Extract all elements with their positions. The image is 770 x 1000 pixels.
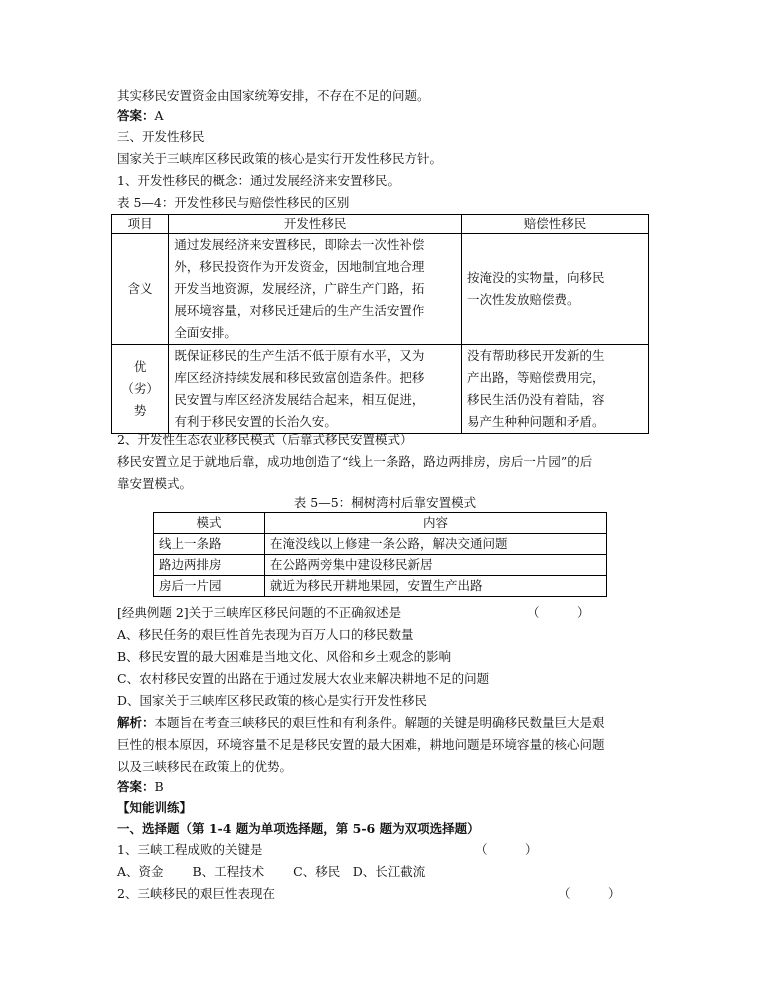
cell-line: 既保证移民的生产生活不低于原有水平，又为	[174, 348, 425, 363]
table-cell: 在公路两旁集中建设移民新居	[265, 555, 607, 576]
cell-line: 没有帮助移民开发新的生	[466, 348, 605, 363]
table-row	[112, 345, 649, 434]
table-header-cell: 项目	[112, 215, 169, 234]
option-c: C、农村移民安置的出路在于通过发展大农业来解决耕地不足的问题	[117, 671, 490, 686]
section-heading: 一、选择题（第 1-4 题为单项选择题，第 5-6 题为双项选择题）	[117, 821, 480, 836]
option-d: D、国家关于三峡库区移民政策的核心是实行开发性移民	[117, 693, 428, 708]
table-cell-dev	[169, 345, 462, 434]
mode-table	[153, 512, 607, 597]
table-cell-dev	[169, 234, 462, 345]
cell-line: 按淹没的实物量，向移民	[466, 270, 605, 285]
analysis-line: 以及三峡移民在政策上的优势。	[117, 759, 293, 774]
table-row	[154, 576, 607, 597]
answer-paren: （ ）	[475, 842, 538, 857]
cell-line: 优	[133, 359, 147, 374]
cell-line: 势	[133, 403, 147, 418]
text-line: 国家关于三峡库区移民政策的核心是实行开发性移民方针。	[117, 151, 443, 166]
table-cell-comp	[461, 345, 648, 434]
cell-line: 民安置与库区经济发展结合起来，相互促进，	[174, 392, 425, 407]
question-stem: 2、三峡移民的艰巨性表现在	[117, 886, 275, 901]
question-stem: 1、三峡工程成败的关键是	[117, 842, 263, 857]
cell-line: （劣）	[121, 381, 159, 396]
table-row	[154, 555, 607, 576]
answer-paren: （ ）	[558, 886, 621, 901]
table-cell: 就近为移民开耕地果园，安置生产出路	[265, 576, 607, 597]
question-stem: [经典例题 2]关于三峡库区移民问题的不正确叙述是	[117, 605, 402, 620]
question-options: A、资金 B、工程技术 C、移民 D、长江截流	[117, 864, 426, 879]
cell-line: 全面安排。	[174, 325, 237, 340]
section-heading: 三、开发性移民	[117, 129, 205, 144]
option-a: A、移民任务的艰巨性首先表现为百万人口的移民数量	[117, 627, 414, 642]
table-caption: 表 5—4：开发性移民与赔偿性移民的区别	[117, 195, 350, 210]
cell-line: 移民生活仍没有着陆，容	[466, 392, 605, 407]
text-line: 其实移民安置资金由国家统筹安排，不存在不足的问题。	[117, 88, 430, 103]
table-cell: 路边两排房	[154, 555, 265, 576]
table-row	[112, 234, 649, 345]
text-line: 靠安置模式。	[117, 476, 193, 491]
cell-line: 通过发展经济来安置移民，即除去一次性补偿	[174, 237, 425, 252]
table-header-cell: 模式	[154, 513, 265, 534]
table-cell: 在淹没线以上修建一条公路，解决交通问题	[265, 534, 607, 555]
table-header-row	[154, 513, 607, 534]
answer-label: 答案：	[117, 779, 155, 794]
table-header-cell: 赔偿性移民	[461, 215, 648, 234]
cell-line: 外，移民投资作为开发资金，因地制宜地合理	[174, 259, 425, 274]
table-header-row	[112, 215, 649, 234]
cell-line: 一次性发放赔偿费。	[466, 292, 580, 307]
cell-line: 产出路，等赔偿费用完，	[466, 370, 605, 385]
analysis-label: 解析：	[117, 715, 155, 730]
answer-line	[117, 106, 164, 126]
answer-value: B	[154, 779, 164, 794]
comparison-table	[111, 214, 649, 434]
section-heading: 2、开发性生态农业移民模式（后靠式移民安置模式）	[117, 432, 413, 447]
analysis-text: 本题旨在考查三峡移民的艰巨性和有利条件。解题的关键是明确移民数量巨大是艰	[154, 715, 605, 730]
answer-label: 答案：	[117, 108, 155, 123]
table-cell-comp	[461, 234, 648, 345]
cell-line: 库区经济持续发展和移民致富创造条件。把移	[174, 370, 425, 385]
analysis-line	[117, 713, 605, 733]
cell-line: 展环境容量，对移民迁建后的生产生活安置作	[174, 303, 425, 318]
text-line: 1、开发性移民的概念：通过发展经济来安置移民。	[117, 173, 400, 188]
answer-paren: （ ）	[527, 605, 590, 620]
section-heading: 【知能训练】	[117, 800, 193, 815]
text-line: 移民安置立足于就地后靠，成功地创造了“线上一条路，路边两排房，房后一片园”的后	[117, 454, 593, 469]
table-cell: 线上一条路	[154, 534, 265, 555]
table-header-cell: 内容	[265, 513, 607, 534]
table-cell-item: 含义	[112, 234, 169, 345]
option-b: B、移民安置的最大困难是当地文化、风俗和乡土观念的影响	[117, 649, 452, 664]
answer-line	[117, 777, 164, 797]
cell-line: 有利于移民安置的长治久安。	[174, 414, 337, 429]
table-row	[154, 534, 607, 555]
answer-value: A	[154, 108, 164, 123]
analysis-line: 巨性的根本原因，环境容量不足是移民安置的最大困难，耕地问题是环境容量的核心问题	[117, 737, 605, 752]
table-caption: 表 5—5：桐树湾村后靠安置模式	[293, 495, 477, 510]
table-cell: 房后一片园	[154, 576, 265, 597]
cell-line: 易产生种种问题和矛盾。	[466, 414, 605, 429]
table-header-cell: 开发性移民	[169, 215, 462, 234]
cell-line: 开发当地资源，发展经济，广辟生产门路，拓	[174, 281, 425, 296]
table-cell-item	[112, 345, 169, 434]
